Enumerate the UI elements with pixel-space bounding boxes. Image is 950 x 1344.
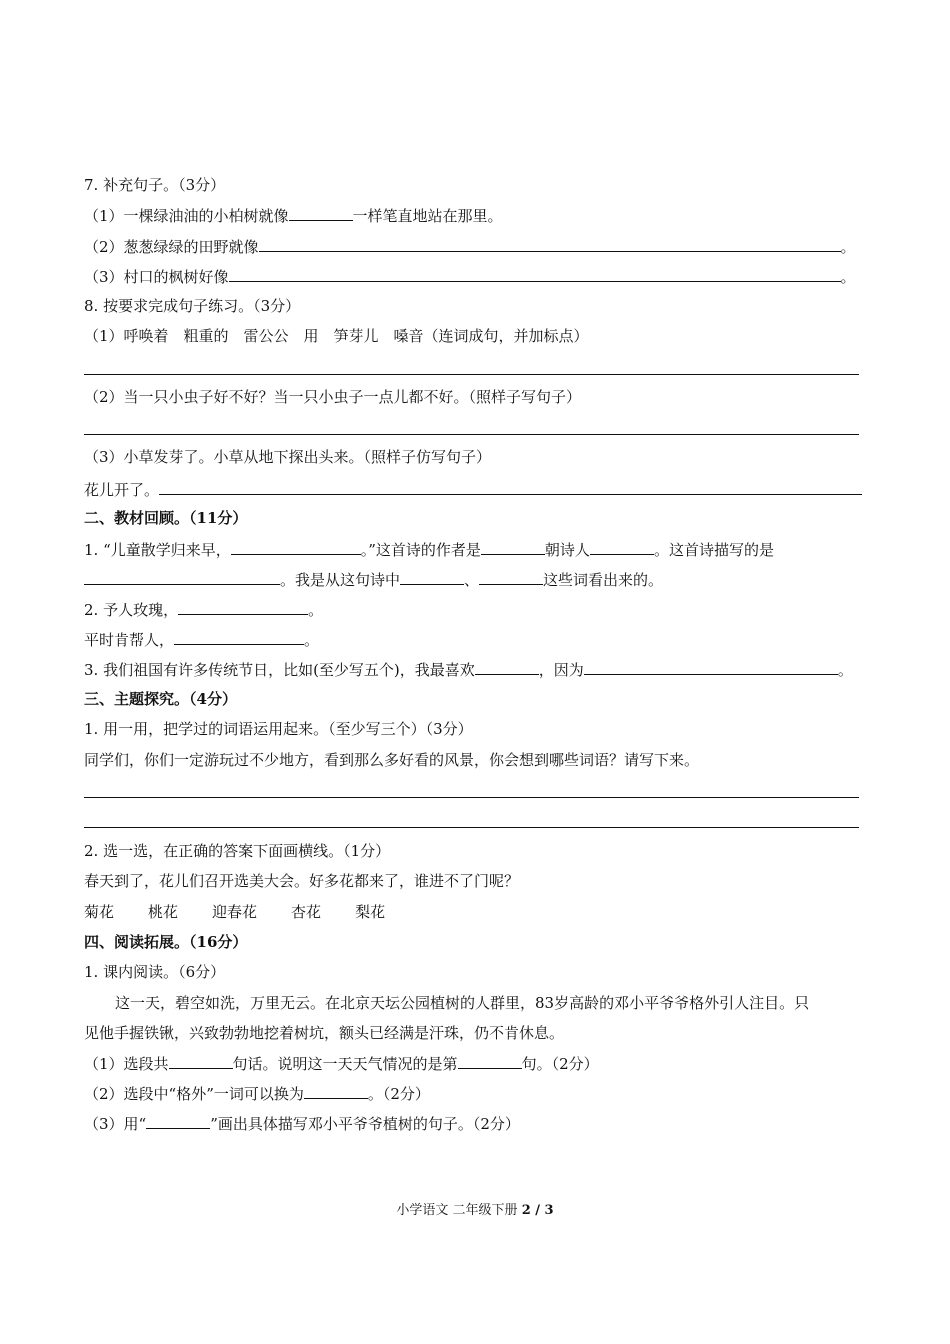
sec4-s1-c: 句。（2分） (521, 1055, 599, 1073)
sec3-q2-text: 春天到了，花儿们召开选美大会。好多花都来了，谁进不了门呢？ (84, 872, 520, 890)
section-3-heading: 三、主题探究。（4分） (84, 690, 237, 708)
q7-s3-suffix: 。 (840, 268, 856, 286)
sec2-q2-line-2 (84, 630, 319, 649)
footer-text: 小学语文 二年级下册 (396, 1203, 522, 1218)
q7-s2-suffix: 。 (840, 238, 856, 256)
sec2-q3-b: ，因为 (538, 661, 584, 679)
answer-line[interactable] (84, 434, 859, 435)
sec4-s3-b: ”画出具体描写邓小平爷爷植树的句子。（2分） (210, 1115, 520, 1133)
answer-blank[interactable] (178, 600, 308, 615)
answer-line[interactable] (84, 374, 859, 375)
sec2-q2-b-end: 。 (304, 631, 320, 649)
section-4-heading: 四、阅读拓展。（16分） (84, 933, 248, 951)
sec4-s3-a: （3）用“ (84, 1115, 147, 1133)
sec2-q1-c: 朝诗人 (544, 541, 590, 559)
q8-title: 8. 按要求完成句子练习。（3分） (84, 297, 301, 315)
sec2-q2-a-end: 。 (308, 601, 324, 619)
answer-blank[interactable] (174, 630, 304, 645)
q7-s1-prefix: （1）一棵绿油油的小柏树就像 (84, 207, 289, 225)
sec2-q2-b: 平时肯帮人， (84, 631, 175, 649)
q8-part-3-answer (84, 480, 862, 499)
answer-blank[interactable] (479, 570, 543, 585)
sec2-q2-a: 2. 予人玫瑰， (84, 601, 179, 619)
q7-sentence-2 (84, 237, 856, 256)
sec4-q1: 1. 课内阅读。（6分） (84, 963, 226, 981)
answer-blank[interactable] (259, 237, 841, 252)
sec2-q1-g: 这些词看出来的。 (543, 571, 664, 589)
answer-blank[interactable] (458, 1054, 522, 1069)
answer-blank[interactable] (231, 540, 361, 555)
answer-blank[interactable] (229, 267, 841, 282)
answer-blank[interactable] (304, 1084, 368, 1099)
sec2-q1-f: 、 (464, 571, 480, 589)
reading-passage-line-1: 这一天，碧空如洗，万里无云。在北京天坛公园植树的人群里，83岁高龄的邓小平爷爷格外引人注目。只 (115, 994, 810, 1012)
sec4-s2-b: 。（2分） (367, 1085, 430, 1103)
q7-sentence-3 (84, 267, 856, 286)
sec2-q3-a: 3. 我们祖国有许多传统节日，比如(至少写五个)，我最喜欢 (84, 661, 475, 679)
sec2-q1-line-2 (84, 570, 663, 589)
answer-blank (146, 1114, 210, 1129)
sec2-q3 (84, 660, 853, 679)
option-xinghua[interactable]: 杏花 (291, 903, 322, 921)
sec2-q1-line-1 (84, 540, 774, 559)
answer-blank[interactable] (289, 206, 353, 221)
page-number: 2 / 3 (521, 1203, 554, 1218)
page-footer (0, 1199, 950, 1218)
sec2-q1-a: 1. “儿童散学归来早， (84, 541, 231, 559)
section-2-heading: 二、教材回顾。（11分） (84, 509, 248, 527)
sec2-q1-b: 。”这首诗的作者是 (360, 541, 481, 559)
sec4-s1-b: 句话。说明这一天天气情况的是第 (232, 1055, 458, 1073)
flower-options (84, 903, 419, 921)
sec4-sub-3 (84, 1114, 520, 1133)
sec4-sub-1 (84, 1054, 599, 1073)
sec2-q1-d: 。这首诗描写的是 (653, 541, 774, 559)
sec3-q1-text: 同学们，你们一定游玩过不少地方，看到那么多好看的风景，你会想到哪些词语？请写下来。 (84, 751, 700, 769)
answer-line[interactable] (84, 827, 859, 828)
q8-part-2: （2）当一只小虫子好不好？当一只小虫子一点儿都不好。（照样子写句子） (84, 388, 582, 406)
q8-part-3: （3）小草发芽了。小草从地下探出头来。（照样子仿写句子） (84, 448, 492, 466)
answer-blank[interactable] (584, 660, 838, 675)
q7-s3-prefix: （3）村口的枫树好像 (84, 268, 229, 286)
answer-blank[interactable] (400, 570, 464, 585)
q8-part-1: （1）呼唤着 粗重的 雷公公 用 笋芽儿 嗓音（连词成句，并加标点） (84, 327, 589, 345)
q7-sentence-1 (84, 206, 503, 225)
reading-passage-line-2: 见他手握铁锹，兴致勃勃地挖着树坑，额头已经满是汗珠，仍不肯休息。 (84, 1024, 565, 1042)
option-juhua[interactable]: 菊花 (84, 903, 115, 921)
option-yingchunhua[interactable]: 迎春花 (212, 903, 258, 921)
option-taohua[interactable]: 桃花 (148, 903, 179, 921)
answer-blank[interactable] (84, 570, 280, 585)
answer-blank[interactable] (169, 1054, 233, 1069)
sec4-s1-a: （1）选段共 (84, 1055, 169, 1073)
sec2-q3-c: 。 (837, 661, 853, 679)
answer-blank[interactable] (590, 540, 654, 555)
q7-title: 7. 补充句子。（3分） (84, 176, 226, 194)
sec4-s2-a: （2）选段中“格外”一词可以换为 (84, 1085, 304, 1103)
sec3-q1: 1. 用一用，把学过的词语运用起来。（至少写三个）（3分） (84, 720, 473, 738)
q7-s2-prefix: （2）葱葱绿绿的田野就像 (84, 238, 259, 256)
answer-line[interactable] (84, 797, 859, 798)
answer-blank[interactable] (475, 660, 539, 675)
sec2-q1-e: 。我是从这句诗中 (280, 571, 401, 589)
sec3-q2: 2. 选一选，在正确的答案下面画横线。（1分） (84, 842, 391, 860)
answer-blank[interactable] (481, 540, 545, 555)
q8-p3-lead: 花儿开了。 (84, 481, 160, 499)
answer-blank[interactable] (159, 480, 862, 495)
q7-s1-suffix: 一样笔直地站在那里。 (352, 207, 503, 225)
sec4-sub-2 (84, 1084, 430, 1103)
option-lihua[interactable]: 梨花 (355, 903, 386, 921)
sec2-q2-line-1 (84, 600, 323, 619)
